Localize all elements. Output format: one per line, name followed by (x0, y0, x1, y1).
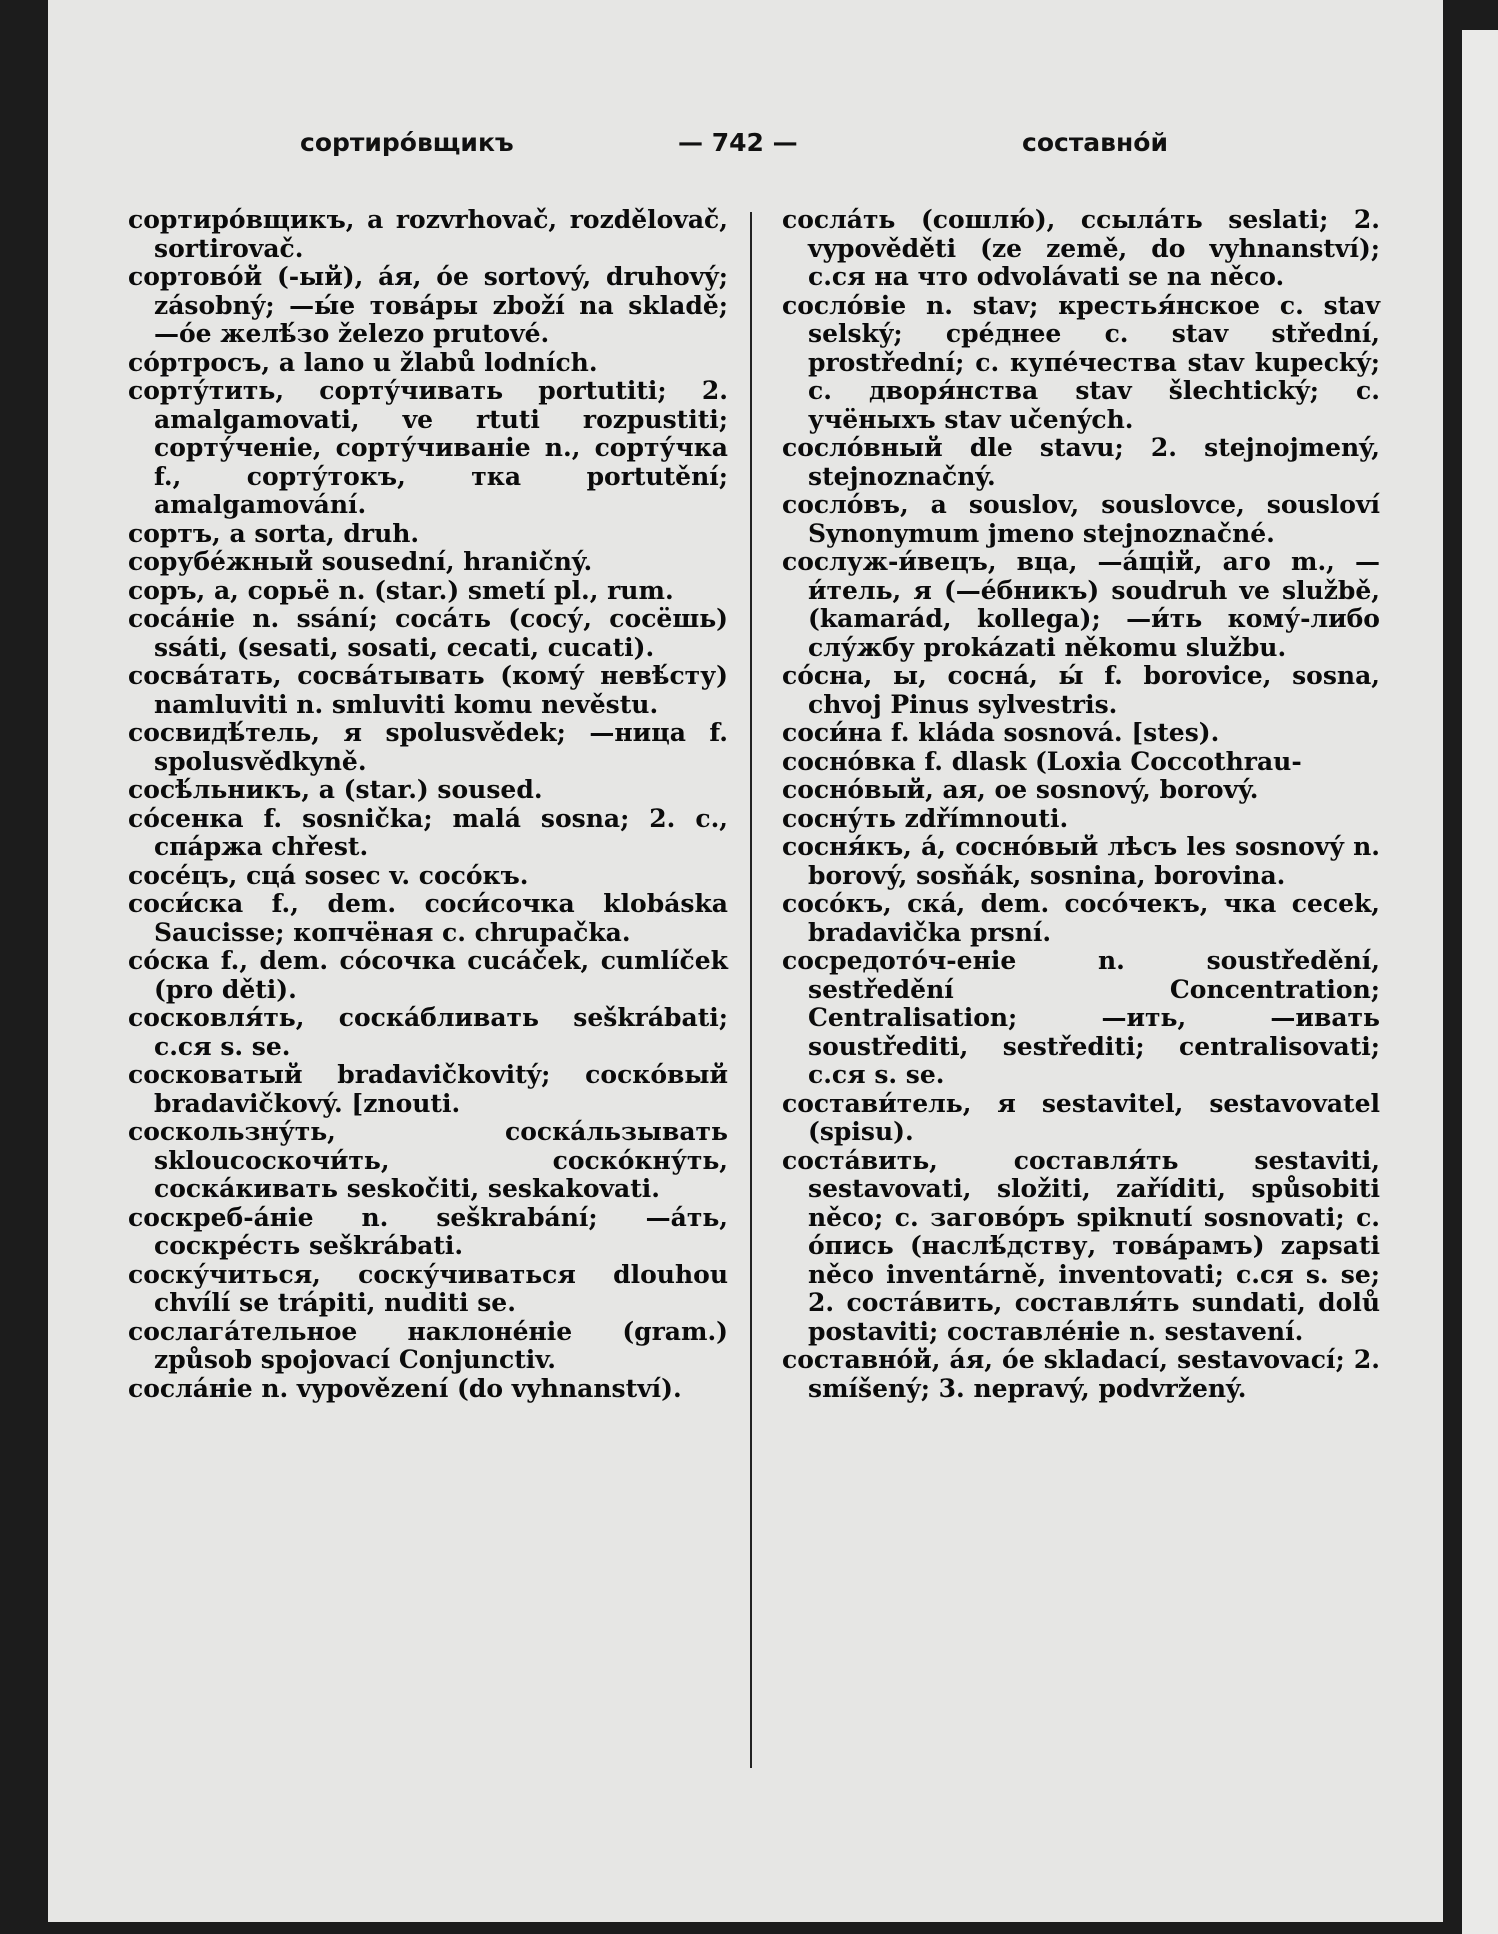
dictionary-entry: сорту́тить, сорту́чивать portutiti; 2. amalgamovati, ve rtuti rozpustiti; сорту́ченіе, сорту́чиваніе n., сорту́чка f., сорту́токъ, тка portutění; amalgamování. (128, 376, 728, 519)
dictionary-entry: сосе́цъ, сца́ sosec v. сосо́къ. (128, 860, 529, 890)
dictionary-entry: сослуж-и́вецъ, вца, —а́щій, аго m., —и́тель, я (—е́бникъ) soudruh ve službě, (kamarád, kollega); —и́ть кому́-либо слу́жбу prokázati někomu službu. (782, 547, 1380, 662)
dictionary-entry: сосковатый bradavičkovitý; соско́вый bradavičkový. [znouti. (128, 1060, 728, 1118)
dictionary-entry: соску́читься, соску́чиваться dlouhou chvílí se trápiti, nuditi se. (128, 1259, 728, 1317)
dictionary-entry: соскользну́ть, соска́льзывать sklouсоскочи́ть, соско́кну́ть, соска́кивать seskočiti, seskakovati. (128, 1117, 728, 1203)
adjacent-page-edge (1462, 30, 1498, 1934)
dictionary-entry: со́сенка f. sosnička; malá sosna; 2. с., спа́ржа chřest. (128, 803, 728, 861)
dictionary-entry: сосковля́ть, соска́бливать seškrábati; с.ся s. se. (128, 1003, 728, 1061)
dictionary-entry: соста́вить, составля́ть sestaviti, sestavovati, složiti, zaříditi, spůsobiti něco; с. загово́ръ spiknutí sosnovati; с. о́пись (наслѣ́дству, това́рамъ) zapsati něco inventárně, inventovati; с.ся s. se; 2. соста́вить, составля́ть sundati, dolů postaviti; составле́ніе n. sestavení. (782, 1145, 1380, 1346)
dictionary-entry: сосну́ть zdřímnouti. (782, 803, 1069, 833)
left-column (128, 206, 728, 1403)
dictionary-entry: сосо́къ, ска́, dem. сосо́чекъ, чка cecek, bradavička prsní. (782, 889, 1380, 947)
dictionary-entry: сосла́ніе n. vypovězení (do vyhnanství). (128, 1373, 682, 1403)
dictionary-entry: соса́ніе n. ssání; соса́ть (сосу́, сосёшь) ssáti, (sesati, sosati, cecati, cucati). (128, 604, 728, 662)
dictionary-entry: сосло́въ, а souslov, souslovce, sousloví Synonymum jmeno stejnoznačné. (782, 490, 1380, 548)
dictionary-entry: сосло́віе n. stav; крестья́нское с. stav selský; сре́днее с. stav střední, prostřední; с. купе́чества stav kupecký; с. дворя́нства stav šlechtický; с. учёныхъ stav učených. (782, 290, 1380, 434)
dictionary-entry: сосва́тать, сосва́тывать (кому́ невѣ́сту) namluviti n. smluviti komu nevěstu. (128, 661, 728, 719)
dictionary-entry: сосредото́ч-еніе n. soustředění, sestředění Concentration; Centralisation; —ить, —ивать soustřediti, sestřediti; centralisovati; с.ся s. se. (782, 946, 1380, 1089)
dictionary-entry: соскреб-а́ніе n. seškrabání; —а́ть, соскре́сть seškrábati. (128, 1202, 728, 1260)
dictionary-entry: сослага́тельное наклоне́ніе (gram.) způsob spojovací Conjunctiv. (128, 1316, 728, 1374)
running-head-left: сортиро́вщикъ (300, 128, 514, 157)
dictionary-entry: сортъ, а sorta, druh. (128, 518, 420, 548)
dictionary-entry: соси́ска f., dem. соси́сочка klobáska Saucisse; копчёная с. chrupačka. (128, 889, 728, 947)
dictionary-entry: сорубе́жный sousední, hraničný. (128, 547, 593, 576)
dictionary-entry: сосня́къ, а́, сосно́вый лѣсъ les sosnový n. borový, sosňák, sosnina, borovina. (782, 832, 1380, 890)
dictionary-entry: сортово́й (-ый), а́я, о́е sortový, druhový; zásobný; —ы́е това́ры zboží na skladě; —о́е желѣ́зо železo prutové. (128, 262, 728, 348)
dictionary-entry: сосвидѣ́тель, я spolusvědek; —ница f. spolusvědkyně. (128, 718, 728, 776)
running-head-right: составно́й (1022, 128, 1168, 157)
dictionary-entry: сосно́вый, ая, ое sosnový, borový. (782, 775, 1259, 804)
right-column (782, 206, 1380, 1403)
page-number: — 742 — (678, 128, 798, 157)
dictionary-entry: сортиро́вщикъ, а rozvrhovač, rozdělovač, sortirovač. (128, 205, 728, 263)
dictionary-entry: сосно́вка f. dlask (Loxia Coccothrau- (782, 746, 1302, 776)
column-divider (750, 212, 752, 1768)
dictionary-entry: составно́й, а́я, о́е skladací, sestavovací; 2. smíšený; 3. nepravý, podvržený. (782, 1345, 1380, 1403)
dictionary-entry: со́ска f., dem. со́сочка cucáček, cumlíček (pro děti). (128, 946, 728, 1004)
dictionary-entry: сосѣ́льникъ, а (star.) soused. (128, 775, 543, 804)
dictionary-entry: со́сна, ы, сосна́, ы́ f. borovice, sosna, chvoj Pinus sylvestris. (782, 661, 1380, 719)
dictionary-entry: сосло́вный dle stavu; 2. stejnojmený, stejnoznačný. (782, 433, 1380, 491)
dictionary-entry: соръ, а, сорьё n. (star.) smetí pl., rum. (128, 575, 674, 605)
dictionary-entry: соси́на f. kláda sosnová. [stes). (782, 718, 1220, 747)
dictionary-entry: состави́тель, я sestavitel, sestavovatel (spisu). (782, 1088, 1380, 1146)
dictionary-entry: со́ртросъ, а lano u žlabů lodních. (128, 347, 598, 377)
dictionary-entry: сосла́ть (сошлю́), ссыла́ть seslati; 2. vypověděti (ze země, do vyhnanství); с.ся на что odvolávati se na něco. (782, 205, 1380, 291)
